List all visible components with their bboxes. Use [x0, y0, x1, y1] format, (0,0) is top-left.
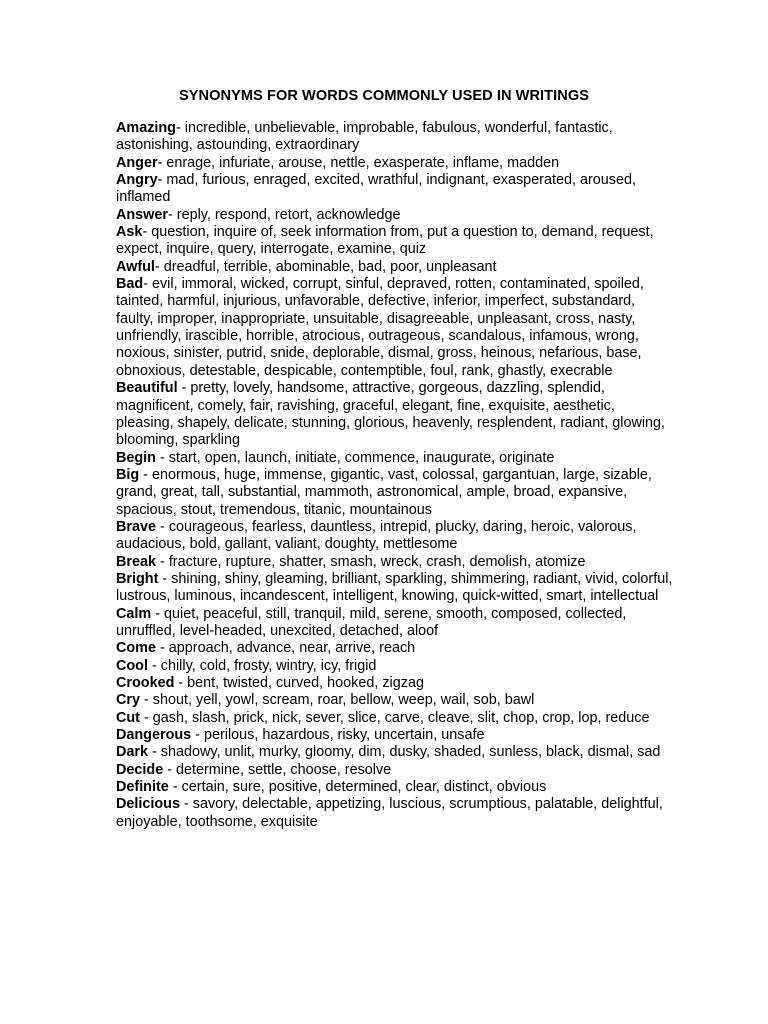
entry-term: Dark [116, 744, 148, 761]
synonym-entry [116, 554, 676, 571]
entry-synonyms: enrage, infuriate, arouse, nettle, exasperate, inflame, madden [166, 154, 560, 171]
synonym-entry [116, 571, 676, 606]
entry-synonyms: bent, twisted, curved, hooked, zigzag [187, 675, 424, 691]
entry-separator: - [143, 276, 152, 293]
entry-separator: - [157, 154, 167, 171]
synonym-entry [116, 259, 676, 276]
entry-term: Cut [116, 709, 140, 726]
entry-term: Brave [116, 518, 157, 535]
entry-synonyms: enormous, huge, immense, gigantic, vast, colossal, gargantuan, large, sizable, grand, great, tall, substantial, mammoth, astronomical, ample, broad, expansive, spacious, stout, tremendous, titanic, mountainous [116, 466, 652, 518]
entry-separator: - [151, 605, 164, 622]
entry-term: Crooked [116, 675, 175, 691]
entry-synonyms: dreadful, terrible, abominable, bad, poor, unpleasant [163, 258, 497, 275]
entry-synonyms: pretty, lovely, handsome, attractive, gorgeous, dazzling, splendid, magnificent, comely, fair, ravishing, graceful, elegant, fine, exquisite, aesthetic, pleasing, shapely, delicate, stunning, glorious, heavenly, resplendent, radiant, glowing, blooming, sparkling [116, 380, 666, 449]
synonym-entry [116, 172, 676, 207]
entry-synonyms: shadowy, unlit, murky, gloomy, dim, dusky, shaded, sunless, black, dismal, sad [160, 744, 661, 761]
entry-term: Anger [116, 154, 158, 171]
entry-term: Calm [116, 605, 152, 622]
entry-term: Amazing [116, 120, 176, 136]
entry-separator: - [142, 224, 152, 241]
entry-synonyms: perilous, hazardous, risky, uncertain, unsafe [203, 727, 485, 744]
synonym-entry [116, 467, 676, 519]
entry-term: Begin [116, 449, 156, 466]
entry-synonyms: quiet, peaceful, still, tranquil, mild, serene, smooth, composed, collected, unruffled, level-headed, unexcited, detached, aloof [116, 605, 627, 639]
entry-synonyms: evil, immoral, wicked, corrupt, sinful, depraved, rotten, contaminated, spoiled, tainted, harmful, injurious, unfavorable, defective, inferior, imperfect, substandard, faulty, improper, inappropriate, unsuitable, disagreeable, unpleasant, cross, nasty, unfriendly, irascible, horrible, atrocious, outrageous, scandalous, infamous, wrong, noxious, sinister, putrid, snide, deplorable, dismal, gross, heinous, nefarious, base, obnoxious, detestable, despicable, contemptible, foul, rank, ghastly, execrable [116, 276, 644, 379]
entry-separator: - [167, 206, 177, 223]
entry-separator: - [179, 796, 193, 813]
entry-term: Break [116, 553, 157, 570]
synonym-entry [116, 779, 676, 796]
entry-term: Angry [116, 172, 158, 189]
synonym-entry [116, 744, 676, 761]
entry-separator: - [139, 709, 153, 726]
entry-separator: - [148, 744, 161, 761]
entry-separator: - [163, 761, 176, 778]
synonym-entry [116, 762, 676, 779]
entry-separator: - [158, 570, 172, 587]
entry-separator: - [155, 640, 169, 657]
entry-term: Cool [116, 657, 148, 674]
synonym-entry [116, 120, 676, 155]
entry-separator: - [191, 727, 204, 744]
page-title: SYNONYMS FOR WORDS COMMONLY USED IN WRITINGS [178, 88, 590, 104]
entry-synonyms: start, open, launch, initiate, commence, inaugurate, originate [168, 449, 555, 466]
entry-term: Awful [116, 258, 155, 275]
synonym-entry [116, 710, 676, 727]
entry-synonyms: savory, delectable, appetizing, luscious, scrumptious, palatable, delightful, enjoyable, toothsome, exquisite [116, 796, 663, 830]
entry-synonyms: fracture, rupture, shatter, smash, wreck, crash, demolish, atomize [168, 553, 586, 570]
entry-separator: - [155, 449, 169, 466]
synonym-entry [116, 675, 676, 692]
entry-term: Definite [116, 779, 169, 796]
synonym-entry [116, 450, 676, 467]
entry-separator: - [156, 518, 169, 535]
synonym-entry [116, 155, 676, 172]
entry-synonyms: certain, sure, positive, determined, clear, distinct, obvious [181, 779, 547, 796]
entry-separator: - [140, 692, 153, 709]
synonym-entry [116, 380, 676, 449]
entry-synonyms: determine, settle, choose, resolve [176, 761, 392, 778]
entry-synonyms: gash, slash, prick, nick, sever, slice, carve, cleave, slit, chop, crop, lop, reduce [152, 709, 650, 726]
entry-term: Ask [116, 224, 143, 241]
entry-term: Dangerous [116, 727, 192, 744]
entry-synonyms: chilly, cold, frosty, wintry, icy, frigid [160, 657, 377, 674]
entry-term: Beautiful [116, 380, 178, 397]
entry-synonyms: mad, furious, enraged, excited, wrathful, indignant, exasperated, aroused, inflamed [116, 172, 636, 206]
entry-term: Come [116, 640, 156, 657]
synonym-entry [116, 796, 676, 831]
entry-term: Cry [116, 692, 140, 709]
synonym-entry [116, 207, 676, 224]
synonym-entry [116, 276, 676, 380]
entry-term: Bad [116, 276, 144, 293]
entry-synonyms: question, inquire of, seek information from, put a question to, demand, request, expect, inquire, query, interrogate, examine, quiz [116, 224, 654, 258]
entry-term: Bright [116, 570, 159, 587]
entry-synonyms: shout, yell, yowl, scream, roar, bellow, weep, wail, sob, bawl [152, 692, 535, 709]
entry-separator: - [177, 380, 191, 397]
entry-term: Big [116, 466, 140, 483]
entry-term: Answer [116, 206, 168, 223]
entry-separator: - [154, 258, 164, 275]
synonym-entry [116, 640, 676, 657]
synonym-entry [116, 606, 676, 641]
synonym-entry [116, 224, 676, 259]
synonym-entry [116, 692, 676, 709]
entry-synonyms: courageous, fearless, dauntless, intrepid, plucky, daring, heroic, valorous, audacious, bold, gallant, valiant, doughty, mettlesome [116, 518, 637, 553]
synonym-entry [116, 519, 676, 554]
entry-separator: - [174, 675, 188, 691]
entry-term: Delicious [116, 796, 180, 813]
entry-synonyms: incredible, unbelievable, improbable, fabulous, wonderful, fantastic, astonishing, astounding, extraordinary [116, 120, 613, 154]
entry-term: Decide [116, 761, 164, 778]
entry-separator: - [168, 779, 182, 796]
entry-synonyms: shining, shiny, gleaming, brilliant, sparkling, shimmering, radiant, vivid, colorful, lustrous, luminous, incandescent, intelligent, knowing, quick-witted, smart, intellectual [116, 570, 673, 605]
entry-separator: - [175, 120, 185, 136]
entry-separator: - [139, 466, 152, 483]
entry-separator: - [147, 657, 161, 674]
entry-synonyms: reply, respond, retort, acknowledge [176, 206, 401, 223]
synonym-list [116, 120, 676, 831]
synonym-entry [116, 658, 676, 675]
entry-separator: - [156, 553, 169, 570]
entry-synonyms: approach, advance, near, arrive, reach [168, 640, 416, 657]
entry-separator: - [157, 172, 167, 189]
synonym-entry [116, 727, 676, 744]
